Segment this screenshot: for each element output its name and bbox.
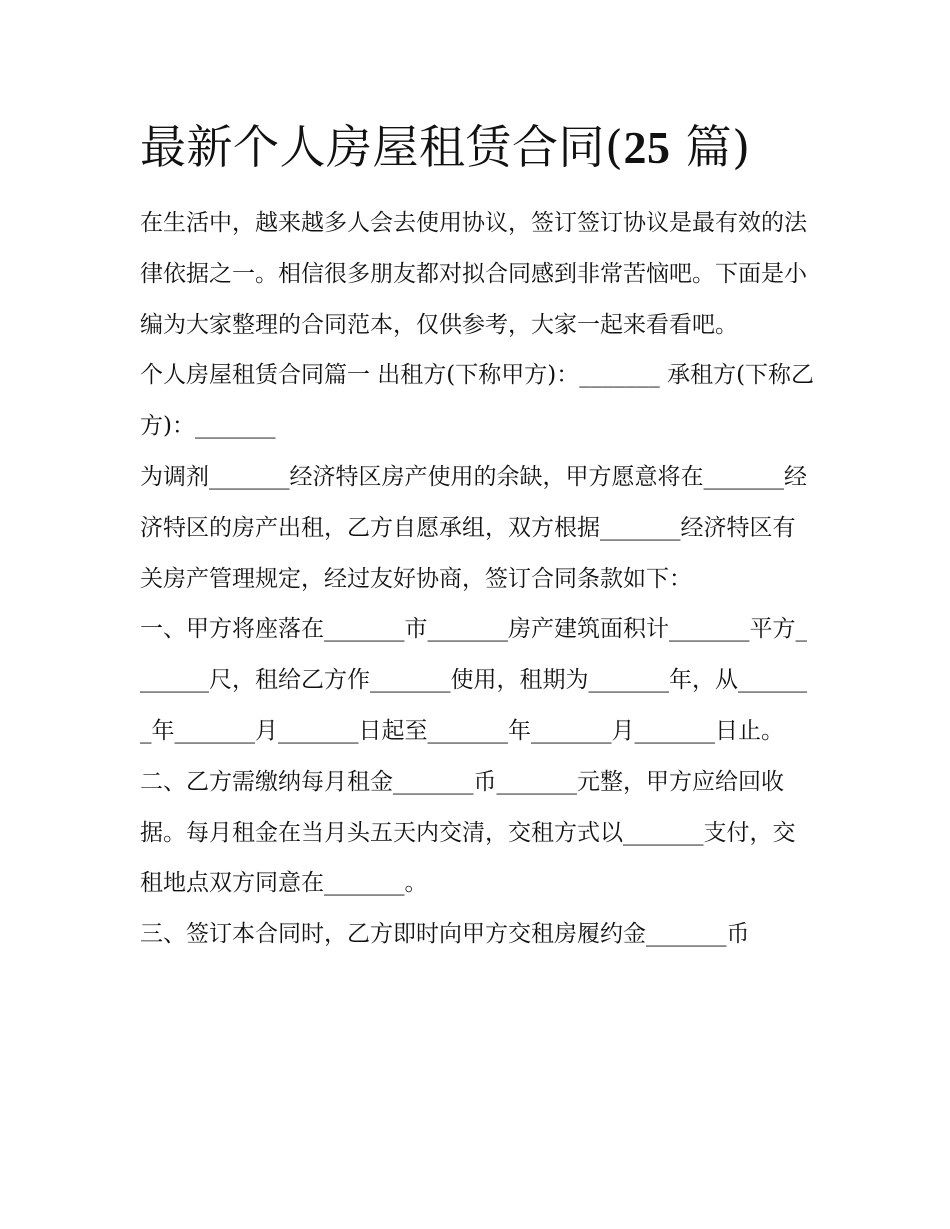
- document-title: [140, 114, 840, 181]
- document-body: [140, 198, 815, 960]
- parties-paragraph: 个人房屋租赁合同篇一 出租方(下称甲方)：_______ 承租方(下称乙方)：_______: [140, 362, 815, 440]
- clause-2-paragraph: 二、乙方需缴纳每月租金_______币_______元整，甲方应给回收据。每月租金在当月头五天内交清，交租方式以_______支付，交租地点双方同意在_______。: [140, 768, 796, 897]
- title-number: 25: [623, 122, 671, 173]
- clause-3-paragraph: 三、签订本合同时，乙方即时向甲方交租房履约金_______币: [140, 921, 750, 948]
- title-main: 最新个人房屋租赁合同(: [140, 120, 624, 174]
- purpose-paragraph: 为调剂_______经济特区房产使用的余缺，甲方愿意将在_______经济特区的房产出租，乙方自愿承组，双方根据_______经济特区有关房产管理规定，经过友好协商，签订合同条款如下：: [140, 463, 807, 592]
- title-tail: 篇): [670, 120, 751, 174]
- intro-paragraph: 在生活中，越来越多人会去使用协议，签订签订协议是最有效的法律依据之一。相信很多朋友都对拟合同感到非常苦恼吧。下面是小编为大家整理的合同范本，仅供参考，大家一起来看看吧。: [140, 210, 807, 338]
- clause-1-paragraph: 一、甲方将座落在_______市_______房产建筑面积计_______平方_______尺，租给乙方作_______使用，租期为_______年，从_______年_______月_______日起至_______年_______月_______日止。: [140, 616, 807, 744]
